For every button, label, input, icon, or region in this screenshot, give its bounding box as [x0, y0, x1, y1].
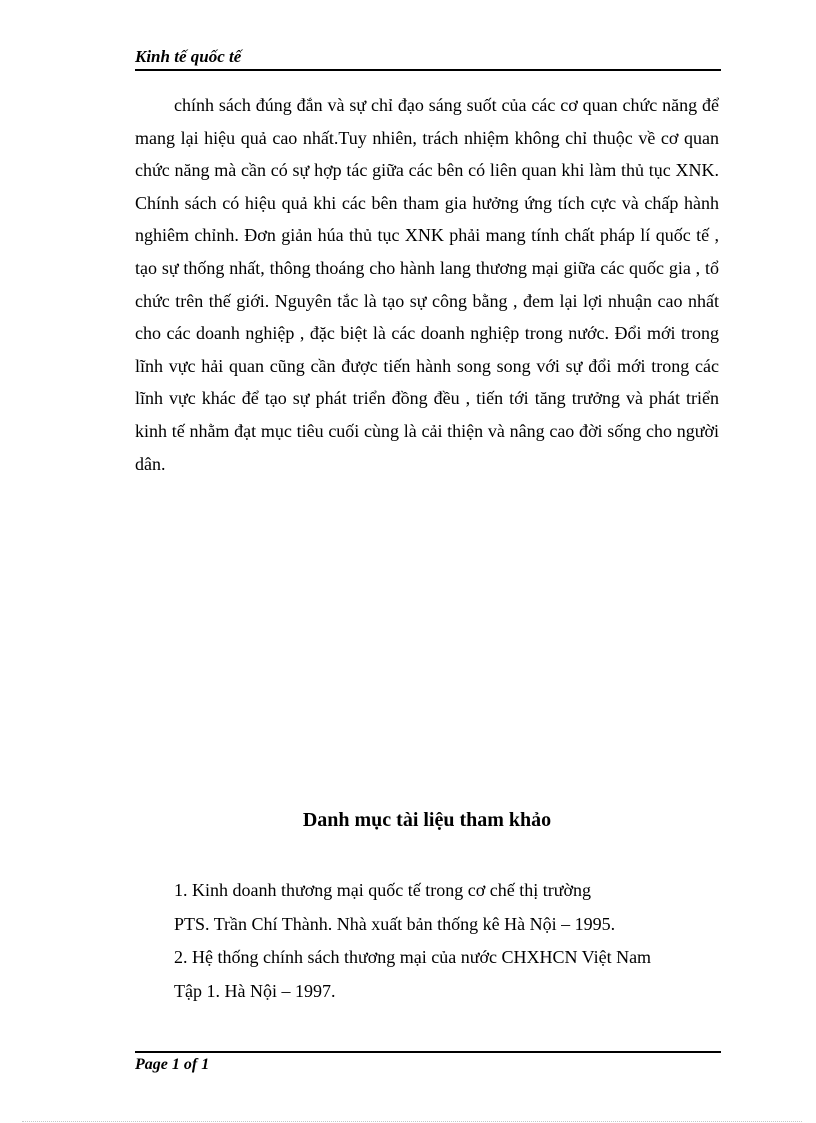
body-paragraph: chính sách đúng đắn và sự chỉ đạo sáng suốt của các cơ quan chức năng để mang lại hiệu quả cao nhất.Tuy nhiên, trách nhiệm không chỉ thuộc về cơ quan chức năng mà cần có sự hợp tác giữa các bên có liên quan khi làm thủ tục XNK. Chính sách có hiệu quả khi các bên tham gia hưởng ứng tích cực và chấp hành nghiêm chỉnh. Đơn giản húa thủ tục XNK phải mang tính chất pháp lí quốc tế , tạo sự thống nhất, thông thoáng cho hành lang thương mại giữa các quốc gia , tổ chức trên thế giới. Nguyên tắc là tạo sự công bằng , đem lại lợi nhuận cao nhất cho các doanh nghiệp , đặc biệt là các doanh nghiệp trong nước. Đổi mới trong lĩnh vực hải quan cũng cần được tiến hành song song với sự đổi mới trong các lĩnh vực khác để tạo sự phát triển đồng đều , tiến tới tăng trưởng và phát triển kinh tế nhằm đạt mục tiêu cuối cùng là cải thiện và nâng cao đời sống cho người dân.: [135, 95, 719, 474]
reference-line: 2. Hệ thống chính sách thương mại của nước CHXHCN Việt Nam: [174, 947, 652, 967]
page-number-label: Page 1 of 1: [135, 1056, 210, 1073]
running-header-title: Kinh tế quốc tế: [135, 47, 242, 66]
reference-line: Tập 1. Hà Nội – 1997.: [174, 980, 336, 1001]
references-list: [174, 874, 719, 1008]
header-divider: [135, 69, 721, 71]
footer-divider: [135, 1051, 721, 1053]
reference-line: 1. Kinh doanh thương mại quốc tế trong cơ chế thị trường: [174, 880, 591, 900]
references-heading: Danh mục tài liệu tham khảo: [302, 809, 552, 831]
reference-line: PTS. Trần Chí Thành. Nhà xuất bản thống kê Hà Nội – 1995.: [174, 913, 616, 934]
page-bottom-edge: [22, 1121, 802, 1122]
